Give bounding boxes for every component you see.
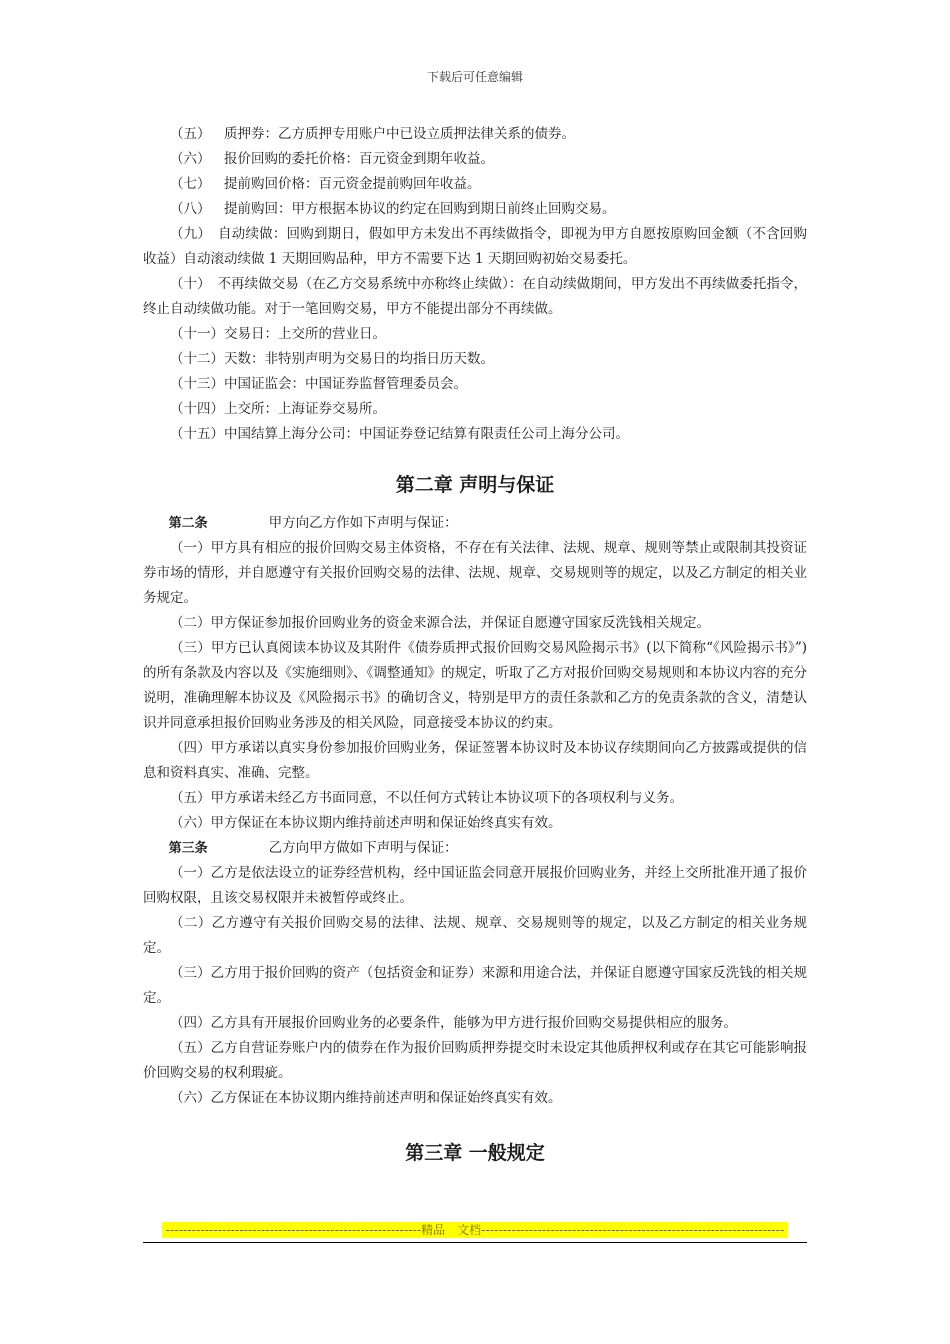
- definition-item: （六） 报价回购的委托价格：百元资金到期年收益。: [170, 151, 494, 167]
- article-3: [143, 836, 807, 1111]
- clause-item: （二）甲方保证参加报价回购业务的资金来源合法，并保证自愿遵守国家反洗钱相关规定。: [170, 615, 710, 631]
- definition-item: （十一）交易日：上交所的营业日。: [170, 326, 386, 342]
- clause-item: （六）乙方保证在本协议期内维持前述声明和保证始终真实有效。: [170, 1090, 562, 1106]
- clause-item: （三）甲方已认真阅读本协议及其附件《债券质押式报价回购交易风险揭示书》(以下简称“《风险揭示书》”)的所有条款及内容以及《实施细则》、《调整通知》的规定，听取了乙方对报价回购交易规则和本协议内容的充分说明，准确理解本协议及《风险揭示书》的确切含义，特别是甲方的责任条款和乙方的免责条款的含义，清楚认识并同意承担报价回购业务涉及的相关风险，同意接受本协议的约束。: [143, 640, 807, 731]
- definition-item: （九） 自动续做：回购到期日，假如甲方未发出不再续做指令，即视为甲方自愿按原购回金额（不含回购收益）自动滚动续做 1 天期回购品种，甲方不需要下达 1 天期回购初始交易委托。: [143, 226, 807, 267]
- clause-item: （一）乙方是依法设立的证券经营机构，经中国证监会同意开展报价回购业务，并经上交所批准开通了报价回购权限，且该交易权限并未被暂停或终止。: [143, 865, 807, 906]
- definition-item: （十五）中国结算上海分公司：中国证券登记结算有限责任公司上海分公司。: [170, 426, 629, 442]
- definition-item: （十四）上交所：上海证券交易所。: [170, 401, 386, 417]
- chapter-heading: 第三章 一般规定: [405, 1142, 545, 1164]
- document-body: [143, 122, 807, 1169]
- chapter-heading: 第二章 声明与保证: [395, 474, 555, 496]
- article-heading: 第二条 甲方向乙方作如下声明与保证：: [168, 515, 458, 531]
- definition-list: [143, 122, 807, 447]
- clause-item: （六）甲方保证在本协议期内维持前述声明和保证始终真实有效。: [170, 815, 562, 831]
- clause-item: （四）乙方具有开展报价回购业务的必要条件，能够为甲方进行报价回购交易提供相应的服务。: [170, 1015, 737, 1031]
- definition-item: （十三）中国证监会：中国证券监督管理委员会。: [170, 376, 467, 392]
- definition-item: （八） 提前购回：甲方根据本协议的约定在回购到期日前终止回购交易。: [170, 201, 616, 217]
- definition-item: （七） 提前购回价格：百元资金提前购回年收益。: [170, 176, 481, 192]
- clause-item: （四）甲方承诺以真实身份参加报价回购业务，保证签署本协议时及本协议存续期间向乙方披露或提供的信息和资料真实、准确、完整。: [143, 740, 807, 781]
- clause-item: （五）甲方承诺未经乙方书面同意，不以任何方式转让本协议项下的各项权利与义务。: [170, 790, 683, 806]
- article-heading: 第三条 乙方向甲方做如下声明与保证：: [168, 840, 458, 856]
- article-2: [143, 511, 807, 836]
- clause-item: （二）乙方遵守有关报价回购交易的法律、法规、规章、交易规则等的规定，以及乙方制定的相关业务规定。: [143, 915, 807, 956]
- footer-divider: [143, 1242, 807, 1243]
- clause-item: （一）甲方具有相应的报价回购交易主体资格，不存在有关法律、法规、规章、规则等禁止或限制其投资证券市场的情形，并自愿遵守有关报价回购交易的法律、法规、规章、交易规则等的规定，以及乙方制定的相关业务规定。: [143, 540, 807, 606]
- definition-item: （十二）天数：非特别声明为交易日的均指日历天数。: [170, 351, 494, 367]
- clause-item: （五）乙方自营证券账户内的债券在作为报价回购质押券提交时未设定其他质押权利或存在其它可能影响报价回购交易的权利瑕疵。: [143, 1040, 807, 1081]
- page-header: 下载后可任意编辑: [426, 70, 523, 84]
- definition-item: （五） 质押券：乙方质押专用账户中已设立质押法律关系的债券。: [170, 126, 575, 142]
- footer-banner: -----------------------------------------------------------精品 文档----------------------------------------------------------------------: [162, 1222, 788, 1238]
- definition-item: （十） 不再续做交易（在乙方交易系统中亦称终止续做）：在自动续做期间，甲方发出不再续做委托指令，终止自动续做功能。对于一笔回购交易，甲方不能提出部分不再续做。: [143, 276, 807, 317]
- clause-item: （三）乙方用于报价回购的资产（包括资金和证券）来源和用途合法，并保证自愿遵守国家反洗钱的相关规定。: [143, 965, 807, 1006]
